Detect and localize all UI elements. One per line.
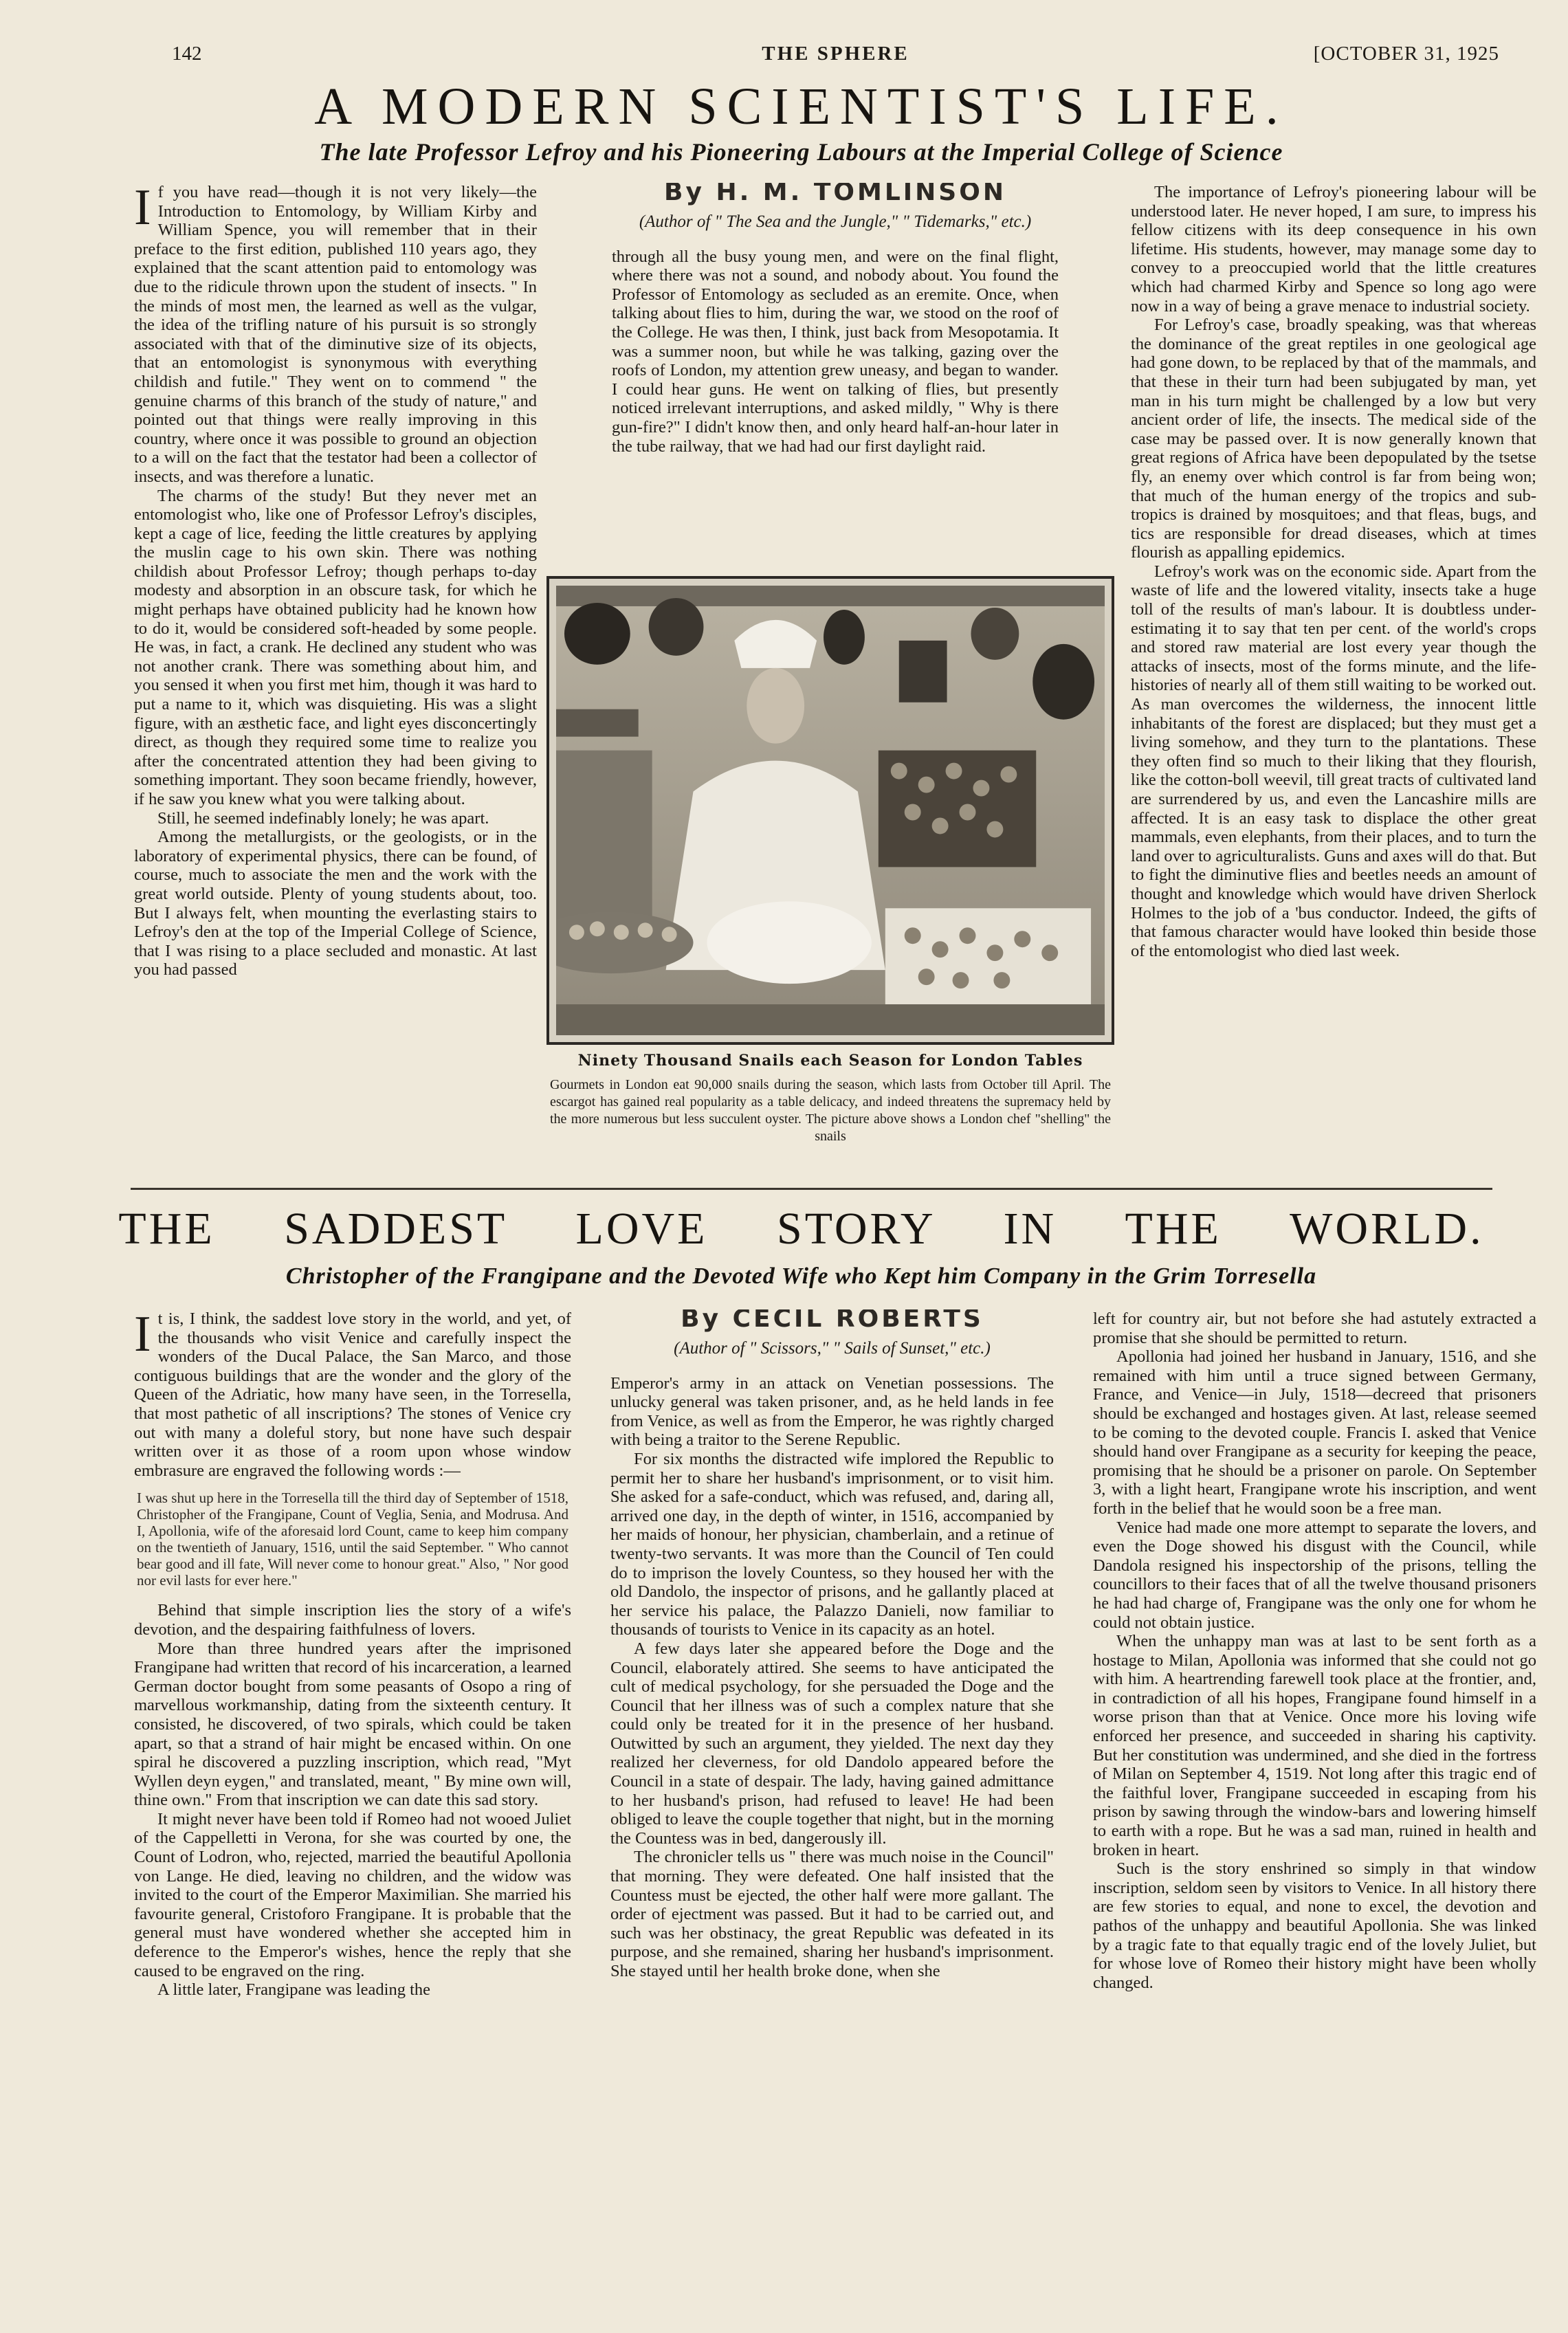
magazine-name: THE SPHERE bbox=[762, 43, 909, 65]
article2-byline-note: (Author of " Scissors," " Sails of Sunset," etc.) bbox=[674, 1338, 991, 1358]
article1-column-2 bbox=[612, 183, 1059, 568]
page-number: 142 bbox=[172, 43, 202, 65]
paragraph: More than three hundred years after the imprisoned Frangipane had written that record of his incarceration, a learned German doctor bought from some peasants of Osopo a ring of marvellous workmanship, dating from the sixteenth century. It consisted, he discovered, of two spirals, which could be taken apart, so that a strand of hair might be encased within. On one spiral he discovered a puzzling inscription, which read, "Myt Wyllen deyn eygen," and translated, meant, " By mine own will, thine own." From that inscription we can date this sad story. bbox=[134, 1639, 571, 1810]
paragraph: Venice had made one more attempt to separate the lovers, and even the Doge showed his disgust with the Council, while Dandola resigned his inspectorship of the prisons, telling the councillors to their faces that of all the twelve thousand prisoners he had had charge of, Frangipane was the only one for whom he could not obtain justice. bbox=[1093, 1518, 1536, 1632]
paragraph: It might never have been told if Romeo had not wooed Juliet of the Cappelletti in Verona, for she was courted by one, the Count of Lodron, who, rejected, married the beautiful Apollonia von Lange. He died, leaving no children, and the widow was invited to the court of the Emperor Maximilian. She married his favourite general, Cristoforo Frangipane. It is probable that the general must have wondered whether she accepted him in deference to the Emperor's wishes, hence the reply that she caused to be engraved on the ring. bbox=[134, 1809, 571, 1980]
paragraph: left for country air, but not before she had astutely extracted a promise that she should be permitted to return. bbox=[1093, 1309, 1536, 1347]
article1-byline-note: (Author of " The Sea and the Jungle," " Tidemarks," etc.) bbox=[639, 212, 1032, 231]
paragraph: Among the metallurgists, or the geologists, or in the laboratory of experimental physics, there can be found, of course, much to associate the men and the work with the great world outside. Plenty of young students about, too. But I always felt, when mounting the everlasting stairs to Lefroy's den at the top of the Imperial College of Science, that I was rising to a place secluded and monastic. At last you had passed bbox=[134, 828, 537, 980]
article2-column-1 bbox=[134, 1309, 571, 2299]
article1-byline: By H. M. TOMLINSON bbox=[664, 183, 1006, 206]
article1-subtitle: The late Professor Lefroy and his Pioneering Labours at the Imperial College of Science bbox=[319, 138, 1283, 166]
paragraph: A few days later she appeared before the Doge and the Council, elaborately attired. She seems to have anticipated the cult of medical psychology, for she persuaded the Doge and the Council that her illness was of such a complex nature that she could only be treated for it in the presence of her husband. Outwitted by such an argument, they yielded. The next day they realized her cleverness, for old Dandolo appeared before the Council in a state of despair. The lady, having gained admittance to her husband's prison, had refused to leave! He had been obliged to leave the couple together that night, but in the morning the Countess was in bed, dangerously ill. bbox=[610, 1639, 1054, 1848]
article2-column-2 bbox=[610, 1309, 1054, 2299]
snail-chef-photo bbox=[546, 576, 1114, 1045]
running-header bbox=[172, 43, 1499, 70]
issue-date: [OCTOBER 31, 1925 bbox=[1313, 43, 1499, 65]
paragraph: Such is the story enshrined so simply in that window inscription, seldom seen by visitors to Venice. In all history there are few stories to equal, and none to excel, the devotion and pathos of the unhappy and beautiful Apollonia. She was linked by a tragic fate to that equally tragic end of the lovely Juliet, but for whose love of Romeo their history might have been wholly changed. bbox=[1093, 1859, 1536, 1992]
article2-column-3 bbox=[1093, 1309, 1536, 2299]
paragraph: Apollonia had joined her husband in January, 1516, and she remained with him until a truce signed between Germany, France, and Venice—in July, 1518—decreed that prisoners should be exchanged and hostages given. At last, release seemed to be coming to the devoted couple. Francis I. asked that Venice should hand over Frangipane as a security for keeping the peace, promising that he should be a prisoner on parole. On September 3, with a light heart, Frangipane wrote his inscription, and went forth in the belief that he would soon be a free man. bbox=[1093, 1347, 1536, 1518]
photo-caption-text: Gourmets in London eat 90,000 snails during the season, which lasts from October till April. The escargot has gained real popularity as a table delicacy, and indeed threatens the supremacy held by the more numerous but less succulent oyster. The picture above shows a London chef "shelling" the snails bbox=[550, 1077, 1111, 1144]
article2-subtitle: Christopher of the Frangipane and the Devoted Wife who Kept him Company in the Grim Torresella bbox=[285, 1263, 1317, 1289]
paragraph: f you have read—though it is not very likely—the Introduction to Entomology, by William Kirby and William Spence, you will remember that in their preface to the first edition, published 110 years ago, they explained that the scant attention paid to entomology was due to the ridicule thrown upon the student of insects. " In the minds of most men, the learned as well as the vulgar, the idea of the trifling nature of his pursuit is so strongly associated with that of the diminutive size of its objects, that an entomologist is synonymous with everything childish and futile." They went on to commend " the genuine charms of this branch of the study of nature," and pointed out that things were really improving in this country, where once it was possible to ground an objection to a will on the fact that the testator had been a collector of insects, and was therefore a lunatic. bbox=[134, 183, 537, 486]
paragraph: Behind that simple inscription lies the story of a wife's devotion, and the despairing faithfulness of lovers. bbox=[134, 1601, 571, 1639]
inscription-quote: I was shut up here in the Torresella till the third day of September of 1518, Christopher of the Frangipane, Count of Veglia, Senia, and Modrusa. And I, Apollonia, wife of the aforesaid lord Count, came to keep him company on the twentieth of January, 1516, until the said September. " Who cannot bear good and ill fate, Will never come to honour great." Also, " Nor good nor evil lasts for ever here." bbox=[137, 1490, 568, 1589]
paragraph: For six months the distracted wife implored the Republic to permit her to share her husband's imprisonment, or to visit him. She asked for a safe-conduct, which was refused, and, daring all, arrived one day, in the depth of winter, in 1516, accompanied by her maids of honour, her physician, chamberlain, and a retinue of twenty-two servants. It was more than the Council of Ten could do to imprison the lovely Countess, so they housed her with the old Dandolo, the inspector of prisons, and he gallantly placed at her service his palace, the Palazzo Danieli, now familiar to thousands of tourists to Venice in its capacity as an hotel. bbox=[610, 1449, 1054, 1639]
paragraph: t is, I think, the saddest love story in the world, and yet, of the thousands who visit Venice and carefully inspect the wonders of the Ducal Palace, the San Marco, and those contiguous buildings that are the wonder and the glory of the Queen of the Adriatic, how many have seen, in the Torresella, that most pathetic of all inscriptions? The stones of Venice cry out with many a doleful story, but none have such despair written over it as those of a room upon whose window embrasure are engraved the following words :— bbox=[134, 1309, 571, 1480]
drop-cap-i: I bbox=[134, 183, 151, 236]
article1-column-1 bbox=[134, 183, 537, 1173]
paragraph: When the unhappy man was at last to be sent forth as a hostage to Milan, Apollonia was informed that she could not go with him. A heartrending farewell took place at the frontier, and, in contradiction of all his hopes, Frangipane found himself in a worse prison than that at Venice. Once more his loving wife enforced her presence, and succeeded in sharing his captivity. But her constitution was undermined, and she died in the fortress of Milan on September 4, 1519. Not long after this tragic end of the faithful lover, Frangipane succeeded in escaping from his prison by sawing through the window-bars and lowering himself to earth with a rope. But he was a sad man, ruined in health and broken in heart. bbox=[1093, 1632, 1536, 1859]
paragraph: The chronicler tells us " there was much noise in the Council" that morning. They were defeated. One half insisted that the Countess must be ejected, the other half were more gallant. The order of ejectment was passed. But it had to be carried out, and such was her obstinacy, the great Republic was defeated in its purpose, and she remained, sharing her husband's imprisonment. She stayed until her health broke done, when she bbox=[610, 1848, 1054, 1980]
paragraph: A little later, Frangipane was leading the bbox=[157, 1980, 431, 2000]
paragraph: The charms of the study! But they never met an entomologist who, like one of Professor Lefroy's disciples, kept a cage of lice, feeding the little creatures by applying the muslin cage to his own skin. There was nothing childish about Professor Lefroy; though perhaps to-day modesty and absorption in an obscure task, for which he might perhaps have obtained publicity had he known how to do it, would be considered soft-headed by some people. He was, in fact, a crank. He declined any student who was not another crank. There was something about him, and you sensed it when you first met him, though it was hard to put a name to it, which was disquieting. His was a slight figure, with an æsthetic face, and light eyes disconcertingly direct, as though they required some time to realize you after the concentrated attention they had been giving to something important. They soon became friendly, however, if he saw you knew what you were talking about. bbox=[134, 486, 537, 808]
paragraph: Emperor's army in an attack on Venetian possessions. The unlucky general was taken prisoner, and, as he held lands in fee from Venice, as well as from the Emperor, he was rightly charged with being a traitor to the Serene Republic. bbox=[610, 1373, 1054, 1450]
paragraph: Still, he seemed indefinably lonely; he was apart. bbox=[157, 808, 489, 828]
paragraph: The importance of Lefroy's pioneering labour will be understood later. He never hoped, I am sure, to impress his fellow citizens with its deep consequence in his own lifetime. His students, however, may manage some day to convey to a preoccupied world that the little creatures which had charmed Kirby and Spence so long ago were now in a way of being a grave menace to industrial society. bbox=[1131, 183, 1536, 316]
article2-byline: By CECIL ROBERTS bbox=[681, 1309, 984, 1333]
photo-caption-title: Ninety Thousand Snails each Season for London Tables bbox=[577, 1052, 1083, 1070]
drop-cap-i: I bbox=[134, 1309, 151, 1362]
paragraph: Lefroy's work was on the economic side. Apart from the waste of life and the lowered vitality, insects take a huge toll of the results of man's labour. It is doubtless under-estimating it to say that ten per cent. of the world's crops and stored raw material are lost every year though the attacks of insects, most of the forms minute, and the life-histories of nearly all of them still waiting to be worked out. As man overcomes the wilderness, the innocent little inhabitants of the forest are displaced; but they must get a living somehow, and they turn to the plantations. These they often find so much to their liking that they flourish, like the cotton-boll weevil, till great tracts of cultivated land are surrendered by us, and even the Lancashire mills are affected. It is an easy task to displace the other great mammals, even elephants, from their places, and to turn the land over to agriculturalists. Guns and axes will do that. But to fight the diminutive flies and beetles needs an amount of thought and knowledge which would have driven Sherlock Holmes to the job of a 'bus conductor. Indeed, the gifts of that famous character would have looked thin beside those of the entomologist who died last week. bbox=[1131, 562, 1536, 960]
article1-title: A MODERN SCIENTIST'S LIFE. bbox=[314, 78, 1288, 135]
chef-photo-illustration bbox=[556, 586, 1105, 1035]
section-divider bbox=[131, 1188, 1492, 1190]
paragraph: For Lefroy's case, broadly speaking, was that whereas the dominance of the great reptiles in one geological age had gone down, to be replaced by that of the mammals, and that these in their turn had been subjugated by man, yet man in his turn might be challenged by a low but very ancient order of life, the insects. The medical side of the case may be passed over. It is now generally known that great regions of Africa have been depopulated by the tsetse fly, an enemy over which control is far from being won; that much of the human energy of the tropics and sub-tropics is drained by mosquitoes; and that fleas, bugs, and tics are responsible for dread diseases, which at times flourish as appalling epidemics. bbox=[1131, 316, 1536, 562]
article1-column-3 bbox=[1131, 183, 1536, 1173]
paragraph: through all the busy young men, and were on the final flight, where there was not a sound, and nobody about. You found the Professor of Entomology as secluded as an eremite. Once, when talking about flies to him, during the war, we stood on the roof of the College. He was then, I think, just back from Mesopotamia. It was a summer noon, but while he was talking, gazing over the roofs of London, my attention grew uneasy, and began to wander. I could hear guns. He went on talking of flies, but presently noticed irrelevant interruptions, and asked mildly, " Why is there gun-fire?" I didn't know then, and only heard half-an-hour later in the tube railway, that we had had our first daylight raid. bbox=[612, 247, 1059, 456]
article2-title: THE SADDEST LOVE STORY IN THE WORLD. bbox=[118, 1204, 1484, 1254]
